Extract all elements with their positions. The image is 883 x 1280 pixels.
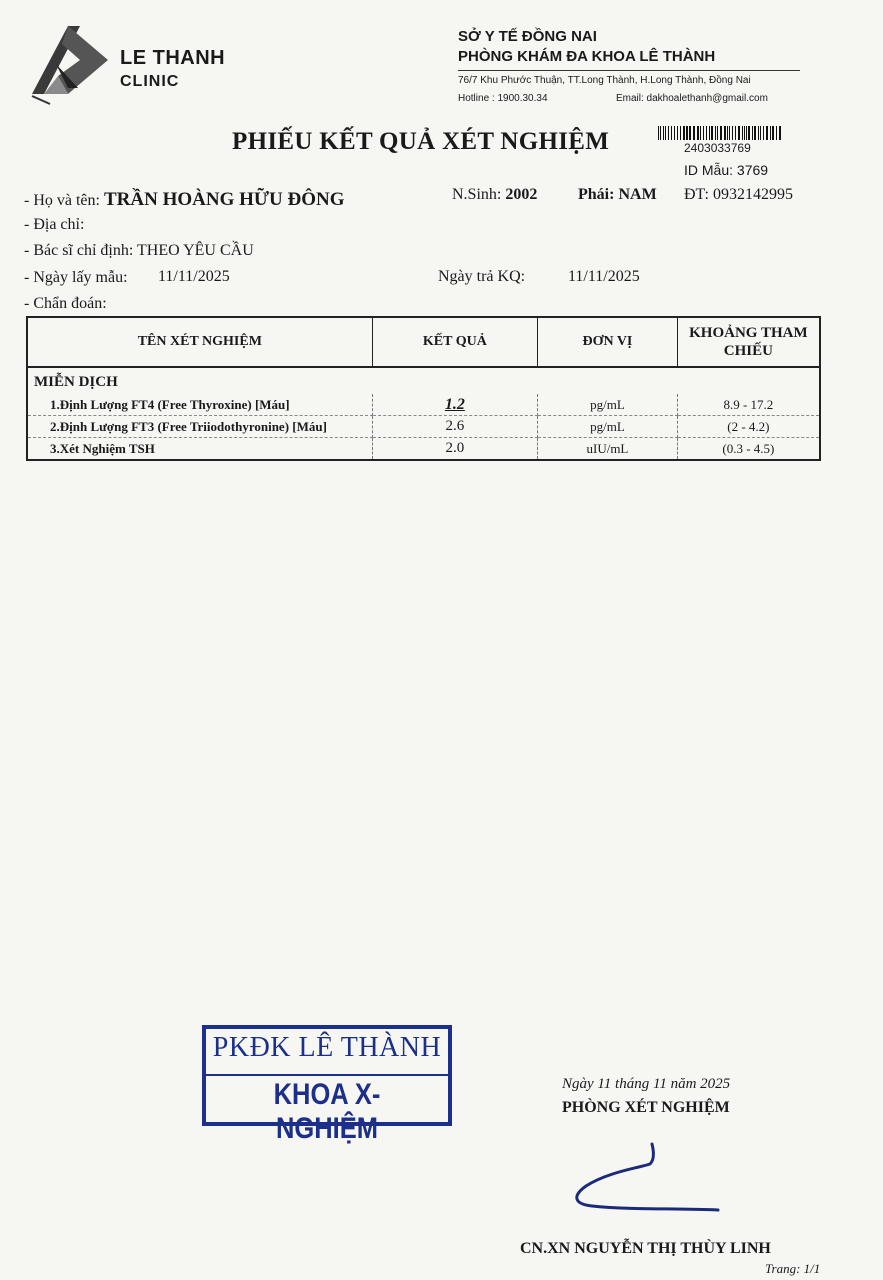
barcode-number: 2403033769 <box>684 141 751 155</box>
diagnosis-label: - Chẩn đoán: <box>24 295 107 312</box>
sample-id: ID Mẫu: 3769 <box>684 162 769 178</box>
doctor-value: THEO YÊU CẦU <box>137 242 254 259</box>
sign-department: PHÒNG XÉT NGHIỆM <box>562 1099 730 1116</box>
results-table <box>26 316 821 461</box>
test-result: 2.6 <box>372 416 537 438</box>
birth-year: 2002 <box>505 186 538 203</box>
header-test: TÊN XÉT NGHIỆM <box>27 317 372 367</box>
table-header <box>27 317 820 367</box>
header-unit: ĐƠN VỊ <box>538 317 678 367</box>
document-title: PHIẾU KẾT QUẢ XÉT NGHIỆM <box>232 128 610 155</box>
sex-label: Phái: <box>578 186 615 203</box>
patient-name: TRẦN HOÀNG HỮU ĐÔNG <box>103 189 345 210</box>
group-name: MIỄN DỊCH <box>34 374 118 390</box>
table-row <box>27 438 820 461</box>
department-stamp <box>202 1025 452 1145</box>
clinic-hotline: Hotline : 1900.30.34 <box>458 93 548 104</box>
test-reference: (0.3 - 4.5) <box>722 440 775 456</box>
patient-phone: ĐT: 0932142995 <box>684 186 793 203</box>
patient-name-row <box>24 189 344 211</box>
birth-label: N.Sinh: <box>452 186 502 203</box>
test-reference: (2 - 4.2) <box>677 416 820 438</box>
table-row <box>27 416 820 438</box>
address-label: - Địa chỉ: <box>24 216 85 233</box>
header-reference: KHOẢNG THAM CHIẾU <box>689 325 808 359</box>
table-row <box>27 394 820 416</box>
clinic-logo <box>28 24 112 106</box>
health-department: SỞ Y TẾ ĐỒNG NAI <box>458 28 597 45</box>
clinic-email: Email: dakhoalethanh@gmail.com <box>616 93 768 104</box>
clinic-full-name: PHÒNG KHÁM ĐA KHOA LÊ THÀNH <box>458 48 716 65</box>
sign-date: Ngày 11 tháng 11 năm 2025 <box>562 1076 731 1092</box>
doctor-label: - Bác sĩ chỉ định: <box>24 242 134 259</box>
barcode-icon <box>658 126 784 140</box>
test-name: 1.Định Lượng FT4 (Free Thyroxine) [Máu] <box>27 394 372 416</box>
header-result: KẾT QUẢ <box>372 317 537 367</box>
signer-name: CN.XN NGUYỄN THỊ THÙY LINH <box>520 1240 771 1257</box>
stamp-line2: KHOA X-NGHIỆM <box>273 1078 381 1145</box>
stamp-divider <box>205 1074 449 1076</box>
test-result: 2.0 <box>372 438 537 461</box>
test-name: 3.Xét Nghiệm TSH <box>27 438 372 461</box>
group-row <box>27 367 820 394</box>
birth-year-row <box>452 186 537 204</box>
test-unit: pg/mL <box>538 394 678 416</box>
sex-value: NAM <box>618 186 657 203</box>
sample-date-label: - Ngày lấy mẫu: <box>24 269 128 286</box>
clinic-name: LE THANH <box>120 47 226 69</box>
sex-row <box>578 186 657 204</box>
test-unit: uIU/mL <box>538 438 678 461</box>
clinic-subtitle: CLINIC <box>120 73 180 90</box>
result-date-label: Ngày trả KQ: <box>438 268 526 285</box>
sample-date: 11/11/2025 <box>158 268 230 285</box>
clinic-address: 76/7 Khu Phước Thuận, TT.Long Thành, H.Long Thành, Đồng Nai <box>458 75 751 86</box>
stamp-line1: PKĐK LÊ THÀNH <box>212 1032 442 1063</box>
result-date: 11/11/2025 <box>568 268 640 285</box>
patient-name-label: - Họ và tên: <box>24 192 100 209</box>
signature-icon <box>568 1138 728 1218</box>
test-result: 1.2 <box>372 394 537 416</box>
header-divider <box>458 70 800 71</box>
test-unit: pg/mL <box>538 416 678 438</box>
test-name: 2.Định Lượng FT3 (Free Triiodothyronine) [Máu] <box>27 416 372 438</box>
page-number: Trang: 1/1 <box>765 1261 821 1276</box>
doctor-row <box>24 242 254 260</box>
test-reference: 8.9 - 17.2 <box>677 394 820 416</box>
